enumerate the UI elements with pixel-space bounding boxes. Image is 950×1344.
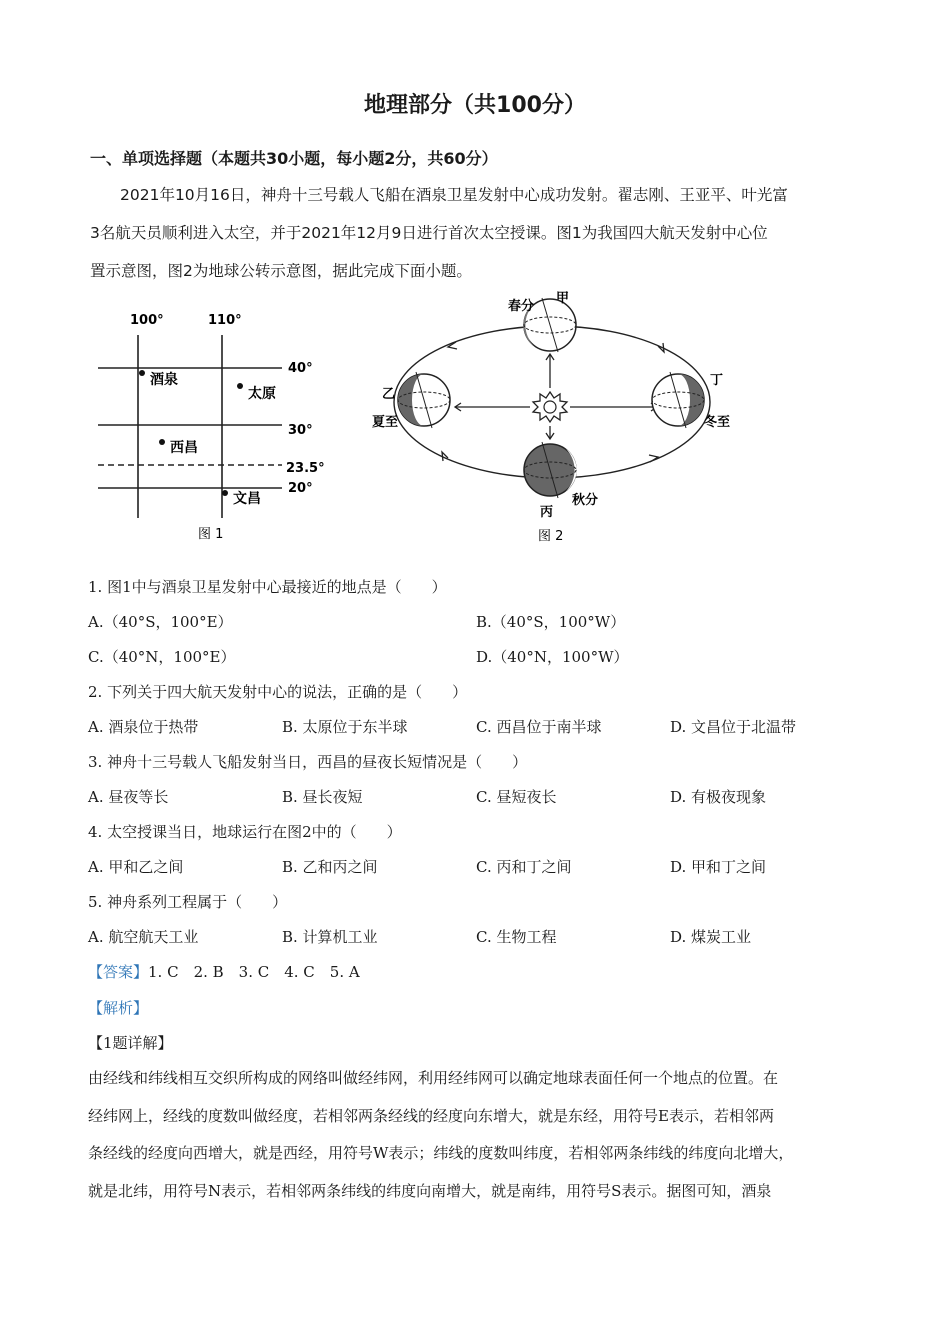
lat-label-30: 30° [288,423,313,438]
question-1-stem: 1. 图1中与酒泉卫星发射中心最接近的地点是（ ） [88,578,447,596]
question-1-option-d[interactable]: D.（40°N，100°W） [476,648,629,666]
question-5-option-a[interactable]: A. 航空航天工业 [88,928,199,946]
intro-line: 置示意图，图2为地球公转示意图，据此完成下面小题。 [90,262,472,280]
sun-icon [533,392,567,422]
question-1-option-a[interactable]: A.（40°S，100°E） [88,613,233,631]
intro-paragraph [90,176,880,290]
question-2-option-c[interactable]: C. 西昌位于南半球 [476,718,602,736]
earth-ding [652,372,704,428]
label-xiazhi: 夏至 [372,415,399,430]
earth-yi [398,372,450,428]
detail-line: 由经线和纬线相互交织所构成的网络叫做经纬网，利用经纬网可以确定地球表面任何一个地点的位置。在 [88,1069,779,1087]
label-chunfen: 春分 [508,299,535,314]
question-5-option-d[interactable]: D. 煤炭工业 [670,928,752,946]
answer-label: 【答案】 [88,963,149,981]
intro-line: 2021年10月16日，神舟十三号载人飞船在酒泉卫星发射中心成功发射。翟志刚、王亚平、叶光富 [120,186,788,204]
question-4-option-b[interactable]: B. 乙和丙之间 [282,858,378,876]
question-3-option-d[interactable]: D. 有极夜现象 [670,788,767,806]
place-wenchang: 文昌 [233,491,261,507]
figure-1-caption: 图 1 [198,527,224,542]
place-taiyuan: 太原 [248,386,276,402]
question-2-option-d[interactable]: D. 文昌位于北温带 [670,718,797,736]
question-3-option-b[interactable]: B. 昼长夜短 [282,788,363,806]
answer-text: 1. C 2. B 3. C 4. C 5. A [148,963,360,981]
question-3-option-a[interactable]: A. 昼夜等长 [88,788,169,806]
jiuquan-dot [139,370,145,376]
page-title: 地理部分（共100分） [364,93,586,118]
question-2-stem: 2. 下列关于四大航天发射中心的说法，正确的是（ ） [88,683,468,701]
label-dongzhi: 冬至 [704,415,731,430]
question-4-option-c[interactable]: C. 丙和丁之间 [476,858,572,876]
answer-line [88,961,360,982]
question-4-option-a[interactable]: A. 甲和乙之间 [88,858,184,876]
detail-heading: 【1题详解】 [88,1034,173,1052]
lon-label-100: 100° [130,313,164,328]
question-5-option-c[interactable]: C. 生物工程 [476,928,557,946]
label-yi: 乙 [382,387,396,402]
figure-1-map [90,300,350,550]
question-4-option-d[interactable]: D. 甲和丁之间 [670,858,767,876]
lat-label-40: 40° [288,361,313,376]
question-5-option-b[interactable]: B. 计算机工业 [282,928,378,946]
section-heading: 一、单项选择题（本题共30小题，每小题2分，共60分） [90,149,498,168]
question-4-stem: 4. 太空授课当日，地球运行在图2中的（ ） [88,823,402,841]
orbit-arrow-icon [442,452,448,461]
wenchang-dot [222,490,228,496]
lat-label-20: 20° [288,481,313,496]
question-1-option-b[interactable]: B.（40°S，100°W） [476,613,626,631]
xichang-dot [159,439,165,445]
figure-2-caption: 图 2 [538,529,564,544]
place-xichang: 西昌 [170,440,198,456]
question-3-option-c[interactable]: C. 昼短夜长 [476,788,557,806]
label-bing: 丙 [540,505,554,520]
detail-line: 条经线的经度向西增大，就是西经，用符号W表示；纬线的度数叫纬度，若相邻两条纬线的纬度向北增大， [88,1144,794,1162]
analysis-label: 【解析】 [88,999,149,1017]
earth-bing [524,442,577,498]
label-ding: 丁 [710,373,724,388]
intro-line: 3名航天员顺利进入太空，并于2021年12月9日进行首次太空授课。图1为我国四大航天发射中心位 [90,224,768,242]
lat-label-23-5: 23.5° [286,461,325,476]
label-qiufen: 秋分 [572,493,599,508]
question-3-stem: 3. 神舟十三号载人飞船发射当日，西昌的昼夜长短情况是（ ） [88,753,528,771]
taiyuan-dot [237,383,243,389]
question-5-stem: 5. 神舟系列工程属于（ ） [88,893,288,911]
lon-label-110: 110° [208,313,242,328]
question-2-option-b[interactable]: B. 太原位于东半球 [282,718,408,736]
figure-2-orbit [360,290,750,550]
detail-line: 经纬网上，经线的度数叫做经度，若相邻两条经线的经度向东增大，就是东经，用符号E表示，若相邻两 [88,1107,774,1125]
question-1-option-c[interactable]: C.（40°N，100°E） [88,648,236,666]
question-2-option-a[interactable]: A. 酒泉位于热带 [88,718,199,736]
place-jiuquan: 酒泉 [150,372,178,388]
detail-line: 就是北纬，用符号N表示，若相邻两条纬线的纬度向南增大，就是南纬，用符号S表示。据图可知，酒泉 [88,1182,772,1200]
label-jia: 甲 [556,291,570,306]
